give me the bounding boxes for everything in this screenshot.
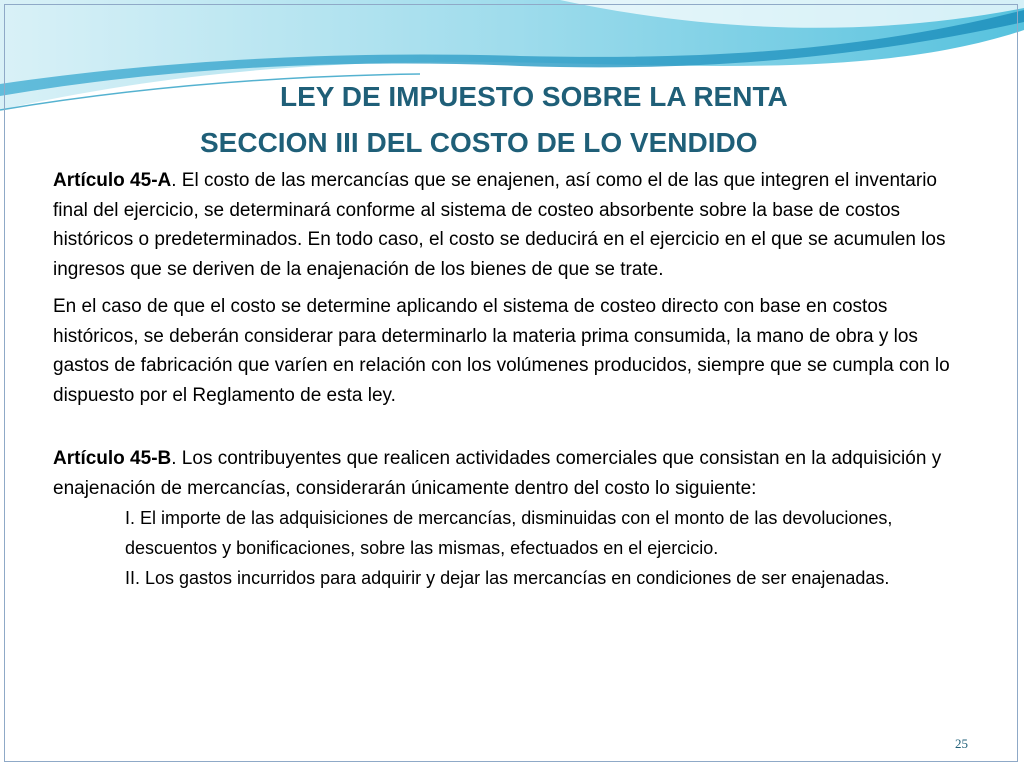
slide-title: LEY DE IMPUESTO SOBRE LA RENTA (280, 81, 788, 112)
article-45a-second-paragraph: En el caso de que el costo se determine aplicando el sistema de costeo directo con base en costos históricos, se deberán considerar para determinarlo la materia prima consumida, la mano de obra y los gastos de fabricación que varíen en relación con los volúmenes producidos, siempre que se cumpla con lo dispuesto por el Reglamento de esta ley. (53, 296, 950, 406)
article-45b-text: . Los contribuyentes que realicen actividades comerciales que consistan en la adquisición y enajenación de mercancías, considerarán únicamente dentro del costo lo siguiente: (53, 448, 942, 499)
list-item: II. Los gastos incurridos para adquirir y dejar las mercancías en condiciones de ser enajenadas. (125, 568, 890, 588)
article-45a-text: . El costo de las mercancías que se enajenen, así como el de las que integren el inventario final del ejercicio, se determinará conforme al sistema de costeo absorbente sobre la base de costos históricos o predeterminados. En todo caso, el costo se deducirá en el ejercicio en el que se acumulen los ingresos que se deriven de la enajenación de los bienes de que se trate. (53, 170, 946, 280)
article-45a-paragraph (53, 166, 953, 284)
slide-body (53, 166, 953, 593)
article-45b-paragraph (53, 444, 953, 503)
article-45b-list (53, 503, 953, 593)
article-45b-label: Artículo 45-B (53, 448, 172, 469)
list-item: I. El importe de las adquisiciones de mercancías, disminuidas con el monto de las devoluciones, descuentos y bonificaciones, sobre las mismas, efectuados en el ejercicio. (125, 508, 893, 558)
article-45a-label: Artículo 45-A (53, 170, 172, 191)
page-number: 25 (955, 736, 968, 751)
header-wave-decoration (0, 0, 1024, 140)
section-subtitle: SECCION III DEL COSTO DE LO VENDIDO (200, 127, 758, 158)
